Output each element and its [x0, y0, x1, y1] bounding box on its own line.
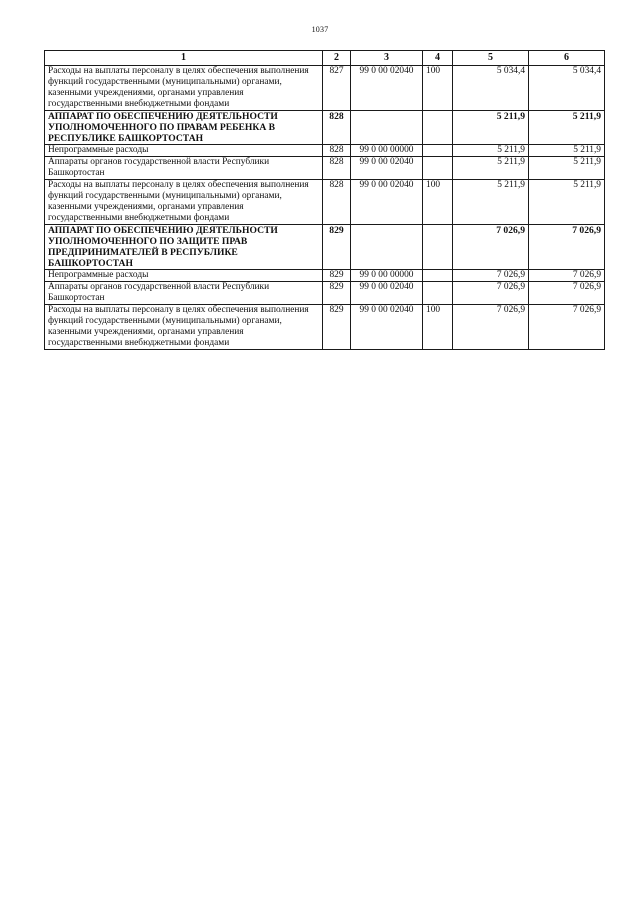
table-row	[45, 305, 605, 350]
column-header-5: 5	[453, 51, 529, 66]
table-row	[45, 145, 605, 157]
expense-type-cell: 100	[423, 180, 453, 225]
expense-type-cell	[423, 270, 453, 282]
target-article-cell: 99 0 00 02040	[351, 66, 423, 111]
ministry-code-cell: 828	[323, 157, 351, 180]
expense-name-cell: Расходы на выплаты персоналу в целях обеспечения выполнения функций государственными (муниципальными) органами, казенными учреждениями, органами управления государственными внебюджетными фондами	[45, 180, 323, 225]
expense-type-cell: 100	[423, 66, 453, 111]
amount-cell-col6: 5 211,9	[529, 145, 605, 157]
expense-name-cell: АППАРАТ ПО ОБЕСПЕЧЕНИЮ ДЕЯТЕЛЬНОСТИ УПОЛНОМОЧЕННОГО ПО ПРАВАМ РЕБЕНКА В РЕСПУБЛИКЕ БАШКОРТОСТАН	[45, 111, 323, 145]
table-row	[45, 180, 605, 225]
column-header-1: 1	[45, 51, 323, 66]
amount-cell-col5: 7 026,9	[453, 305, 529, 350]
expense-name-cell: АППАРАТ ПО ОБЕСПЕЧЕНИЮ ДЕЯТЕЛЬНОСТИ УПОЛНОМОЧЕННОГО ПО ЗАЩИТЕ ПРАВ ПРЕДПРИНИМАТЕЛЕЙ В РЕСПУБЛИКЕ БАШКОРТОСТАН	[45, 225, 323, 270]
ministry-code-cell: 828	[323, 180, 351, 225]
expense-type-cell	[423, 282, 453, 305]
target-article-cell: 99 0 00 02040	[351, 180, 423, 225]
amount-cell-col5: 7 026,9	[453, 225, 529, 270]
amount-cell-col6: 7 026,9	[529, 305, 605, 350]
table-row	[45, 66, 605, 111]
amount-cell-col6: 5 211,9	[529, 111, 605, 145]
ministry-code-cell: 829	[323, 270, 351, 282]
ministry-code-cell: 829	[323, 305, 351, 350]
table-row	[45, 282, 605, 305]
budget-table	[44, 50, 605, 350]
expense-type-cell: 100	[423, 305, 453, 350]
amount-cell-col5: 7 026,9	[453, 270, 529, 282]
amount-cell-col6: 7 026,9	[529, 225, 605, 270]
column-header-2: 2	[323, 51, 351, 66]
ministry-code-cell: 829	[323, 282, 351, 305]
table-body	[45, 66, 605, 350]
table-header	[45, 51, 605, 66]
expense-type-cell	[423, 145, 453, 157]
amount-cell-col5: 5 211,9	[453, 145, 529, 157]
expense-type-cell	[423, 111, 453, 145]
target-article-cell: 99 0 00 02040	[351, 282, 423, 305]
expense-name-cell: Непрограммные расходы	[45, 145, 323, 157]
target-article-cell: 99 0 00 02040	[351, 305, 423, 350]
ministry-code-cell: 828	[323, 145, 351, 157]
expense-type-cell	[423, 157, 453, 180]
target-article-cell: 99 0 00 00000	[351, 145, 423, 157]
amount-cell-col5: 5 034,4	[453, 66, 529, 111]
amount-cell-col5: 5 211,9	[453, 157, 529, 180]
amount-cell-col6: 5 034,4	[529, 66, 605, 111]
target-article-cell: 99 0 00 02040	[351, 157, 423, 180]
amount-cell-col5: 5 211,9	[453, 111, 529, 145]
target-article-cell: 99 0 00 00000	[351, 270, 423, 282]
table-row	[45, 157, 605, 180]
table-row	[45, 225, 605, 270]
amount-cell-col6: 5 211,9	[529, 180, 605, 225]
ministry-code-cell: 828	[323, 111, 351, 145]
expense-name-cell: Аппараты органов государственной власти Республики Башкортостан	[45, 282, 323, 305]
page-number: 1037	[311, 25, 329, 34]
amount-cell-col6: 7 026,9	[529, 270, 605, 282]
target-article-cell	[351, 225, 423, 270]
expense-name-cell: Расходы на выплаты персоналу в целях обеспечения выполнения функций государственными (муниципальными) органами, казенными учреждениями, органами управления государственными внебюджетными фондами	[45, 305, 323, 350]
amount-cell-col6: 7 026,9	[529, 282, 605, 305]
expense-name-cell: Расходы на выплаты персоналу в целях обеспечения выполнения функций государственными (муниципальными) органами, казенными учреждениями, органами управления государственными внебюджетными фондами	[45, 66, 323, 111]
amount-cell-col5: 5 211,9	[453, 180, 529, 225]
expense-type-cell	[423, 225, 453, 270]
expense-name-cell: Непрограммные расходы	[45, 270, 323, 282]
column-header-4: 4	[423, 51, 453, 66]
ministry-code-cell: 827	[323, 66, 351, 111]
column-header-3: 3	[351, 51, 423, 66]
column-header-6: 6	[529, 51, 605, 66]
amount-cell-col5: 7 026,9	[453, 282, 529, 305]
header-row	[45, 51, 605, 66]
ministry-code-cell: 829	[323, 225, 351, 270]
table-row	[45, 270, 605, 282]
expense-name-cell: Аппараты органов государственной власти Республики Башкортостан	[45, 157, 323, 180]
amount-cell-col6: 5 211,9	[529, 157, 605, 180]
table-row	[45, 111, 605, 145]
target-article-cell	[351, 111, 423, 145]
